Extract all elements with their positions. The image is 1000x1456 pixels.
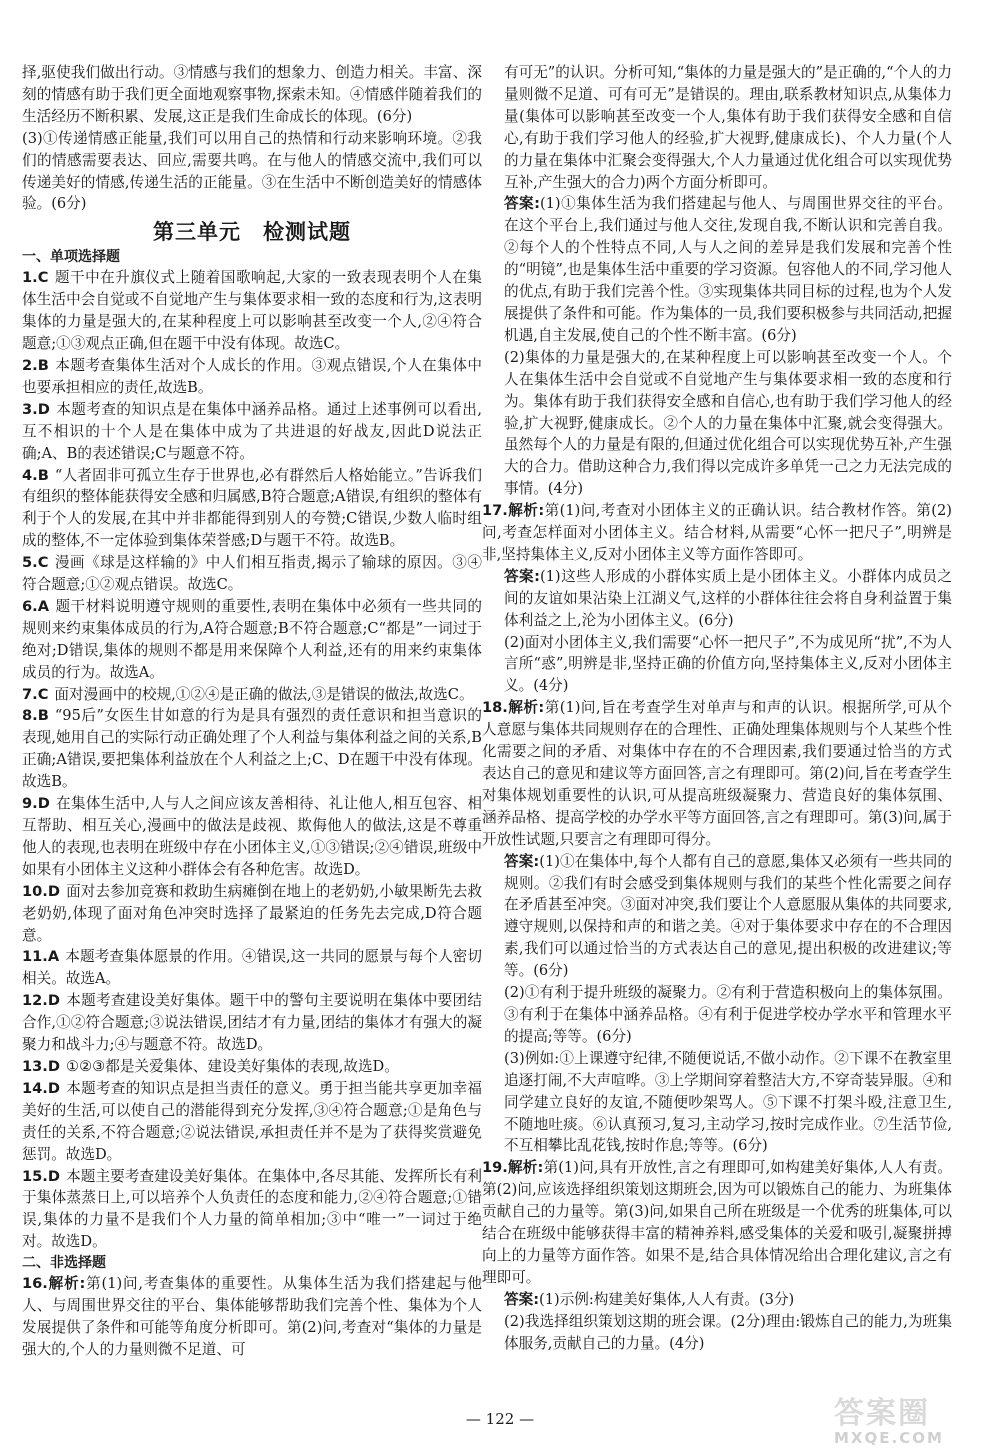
- item-answer-letter: D: [47, 1079, 60, 1097]
- item-number: 13.: [22, 1057, 48, 1075]
- item-answer-letter: B: [37, 707, 49, 725]
- item-answer-letter: C: [37, 269, 49, 287]
- choice-answer-item: [22, 705, 482, 793]
- q19-analysis-label: 解析:: [507, 1159, 544, 1177]
- item-answer-letter: D: [47, 1167, 60, 1185]
- q17-answer-label: 答案:: [504, 567, 540, 585]
- choice-answer-item: [22, 355, 482, 399]
- choice-answer-item: [22, 990, 482, 1056]
- q16-answer-2: (2)集体的力量是强大的,在某种程度上可以影响甚至改变一个人。个人在集体生活中会自觉或不自觉地产生与集体要求相一致的态度和行为。集体有助于我们获得安全感和自信心,也有助于我们学习他人的经验,扩大视野,健康成长。②个人的力量在集体中汇聚,就会变得强大。虽然每个人的力量是有限的,但通过优化组合可以实现优势互补,产生强大的合力。借助这种合力,我们得以完成许多单凭一己之力无法完成的事情。(4分): [504, 348, 952, 498]
- item-number: 12.: [22, 992, 48, 1010]
- item-explanation: 题干材料说明遵守规则的重要性,表明在集体中必须有一些共同的规则来约束集体成员的行为,A符合题意;B不符合题意;C“都是”一词过于绝对;D错误,集体的规则不都是用来保障个人利益,还有的用来约束集体成员的行为。故选A。: [22, 597, 482, 681]
- choice-answer-item: [22, 1056, 482, 1078]
- q18-number: 18.: [482, 699, 508, 717]
- section-heading-choice: 一、单项选择题: [22, 249, 120, 266]
- item-number: 14.: [22, 1079, 48, 1097]
- item-explanation: 本题主要考查建设美好集体。在集体中,各尽其能、发挥所长有利于集体蒸蒸日上,可以培养个人负责任的态度和能力,②④符合题意;①错误,集体的力量不是我们个人力量的简单相加;③中“唯一”一词过于绝对。故选D。: [22, 1167, 482, 1251]
- q18-analysis: [482, 697, 952, 850]
- item-number: 1.: [22, 269, 38, 287]
- item-answer-letter: A: [47, 948, 60, 966]
- item-explanation: 本题考查的知识点是在集体中涵养品格。通过上述事例可以看出,互不相识的十个人是在集体中成为了共进退的好战友,因此D说法正确;A、B的表述错误;C与题意不符。: [22, 400, 482, 462]
- choice-answer-item: [22, 946, 482, 990]
- item-number: 3.: [22, 400, 38, 418]
- choice-answer-item: [22, 596, 482, 684]
- item-answer-letter: B: [37, 466, 49, 484]
- item-number: 2.: [22, 356, 38, 374]
- item-answer-letter: C: [37, 685, 49, 703]
- q17-answer-1: [482, 566, 952, 632]
- q18-answer-3: (3)例如:①上课遵守纪律,不随便说话,不做小动作。②下课不在教室里追逐打闹,不大声喧哗。③上学期间穿着整洁大方,不穿奇装异服。④和同学建立良好的友谊,不随便吵架骂人。⑤下课不打架斗殴,注意卫生,不随地吐痰。⑥认真预习,复习,主动学习,按时完成作业。⑦生活节俭,不互相攀比乱花钱,按时作息;等等。(6分): [504, 1049, 952, 1155]
- item-explanation: 在集体生活中,人与人之间应该友善相待、礼让他人,相互包容、相互帮助、相互关心,漫画中的做法是歧视、欺侮他人的做法,这是不尊重他人的表现,也表明在班级中存在小团体主义,①③错误;②④错误,班级中如果有小团体主义这种小群体会有各种危害。故选D。: [22, 795, 482, 878]
- q19-answer-1: [482, 1289, 952, 1311]
- choice-answer-item: [22, 793, 482, 881]
- section-heading-nonchoice: 二、非选择题: [22, 1255, 106, 1272]
- item-number: 9.: [22, 795, 38, 813]
- left-column: [22, 62, 482, 1361]
- q17-answer-1-text: (1)这些人形成的小群体实质上是小团体主义。小群体内成员之间的友谊如果沾染上江湖义气,这样的小群体往往会将自身利益置于集体利益之上,沦为小团体主义。(6分): [504, 567, 952, 629]
- unit-title: 第三单元 检测试题: [153, 220, 351, 245]
- item-number: 7.: [22, 685, 38, 703]
- item-explanation: 本题考查集体愿景的作用。④错误,这一共同的愿景与每个人密切相关。故选A。: [22, 948, 482, 988]
- q16-answer-label: 答案:: [504, 195, 540, 213]
- item-explanation: 面对漫画中的校规,①②④是正确的做法,③是错误的做法,故选C。: [54, 685, 474, 703]
- q16-analysis: [22, 1273, 482, 1361]
- q19-answer-2: (2)我选择组织策划这期的班会课。(2分)理由:锻炼自己的能力,为班集体服务,贡献自己的力量。(4分): [504, 1312, 952, 1352]
- item-answer-letter: B: [37, 356, 49, 374]
- item-answer-letter: D: [37, 400, 50, 418]
- choice-answer-item: [22, 1078, 482, 1166]
- q16-analysis-continued: 有可无”的认识。分析可知,“集体的力量是强大的”是正确的,“个人的力量则微不足道、可有可无”是错误的。理由,联系教材知识点,从集体力量(集体可以影响甚至改变一个人,集体有助于我们获得安全感和自信心,有助于我们学习他人的经验,扩大视野,健康成长)、个人力量(个人的力量在集体中汇聚会变得强大,个人力量通过优化组合可以实现优势互补,产生强大的合力)两个方面分析即可。: [504, 64, 952, 191]
- item-explanation: 本题考查集体生活对个人成长的作用。③观点错误,个人在集体中也要承担相应的责任,故选B。: [22, 356, 482, 396]
- item-explanation: 本题考查建设美好集体。题干中的警句主要说明在集体中要团结合作,①②符合题意;③说法错误,团结才有力量,团结的集体才有强大的凝聚力和战斗力;④与题意不符。故选D。: [22, 992, 482, 1054]
- q17-answer-2: (2)面对小团体主义,我们需要“心怀一把尺子”,不为成见所“扰”,不为人言所“惑”,明辨是非,坚持正确的价值方向,坚持集体主义,反对小团体主义。(4分): [504, 633, 952, 695]
- choice-answer-list: [22, 267, 482, 1253]
- watermark-main-text: 答案圈: [834, 1396, 930, 1431]
- q19-answer-label: 答案:: [504, 1290, 540, 1308]
- item-answer-letter: D: [37, 795, 50, 813]
- q17-analysis-text: 第(1)问,考查对小团体主义的正确认识。结合教材作答。第(2)问,考查怎样面对小团体主义。结合材料,从需要“心怀一把尺子”,明辨是非,坚持集体主义,反对小团体主义等方面作答即可。: [482, 502, 952, 563]
- q16-answer-1: [482, 193, 952, 346]
- item-explanation: 漫画《球是这样输的》中人们相互指责,揭示了输球的原因。③④符合题意;①②观点错误。故选C。: [22, 554, 482, 594]
- item-answer-letter: D: [47, 1057, 60, 1075]
- choice-answer-item: [22, 552, 482, 596]
- carryover-paragraph-2: (3)①传递情感正能量,我们可以用自己的热情和行动来影响环境。②我们的情感需要表达、回应,需要共鸣。在与他人的情感交流中,我们可以传递美好的情感,传递生活的正能量。③在生活中不断创造美好的情感体验。(6分): [22, 129, 482, 213]
- q16-number: 16.: [22, 1275, 48, 1293]
- q16-answer-1-text: (1)①集体生活为我们搭建起与他人、与周围世界交往的平台。在这个平台上,我们通过与他人交往,发现自我,不断认识和完善自我。②每个人的个性特点不同,人与人之间的差异是我们发展和完善个性的“明镜”,也是集体生活中重要的学习资源。包容他人的不同,学习他人的优点,有助于我们完善个性。③实现集体共同目标的过程,也为个人发展提供了条件和可能。作为集体的一员,我们要积极参与共同活动,把握机遇,自主发展,使自己的个性不断丰富。(6分): [504, 195, 952, 344]
- q17-number: 17.: [482, 502, 508, 520]
- watermark-domain-text: MXQE.COM: [834, 1429, 944, 1447]
- q16-analysis-text: 第(1)问,考查集体的重要性。从集体生活为我们搭建起与他人、与周围世界交往的平台、集体能够帮助我们完善个性、集体为个人发展提供了条件和可能等角度分析即可。第(2)问,考查对“集体的力量是强大的,个人的力量则微不足道、可: [22, 1275, 482, 1358]
- carryover-paragraph-1: 择,驱使我们做出行动。③情感与我们的想象力、创造力相关。丰富、深刻的情感有助于我们更全面地观察事物,探索未知。④情感伴随着我们的生活经历不断积累、发展,这正是我们生命成长的体现。(6分): [22, 64, 482, 125]
- q18-analysis-text: 第(1)问,旨在考查学生对单声与和声的认识。根据所学,可从个人意愿与集体共同规则存在的合理性、正确处理集体规则与个人某些个性化需要之间的矛盾、对集体中存在的不合理因素,我们要通过恰当的方式表达自己的意见和建议等方面回答,言之有理即可。第(2)问,旨在考查学生对集体规划重要性的认识,可从提高班级凝聚力、营造良好的集体氛围、涵养品格、提高学校的办学水平等方面回答,言之有理即可。第(3)问,属于开放性试题,只要言之有理即可得分。: [482, 699, 953, 848]
- q19-analysis: [482, 1157, 952, 1288]
- page-number: — 122 —: [465, 1410, 535, 1428]
- choice-answer-item: [22, 881, 482, 947]
- right-column: [482, 62, 952, 1354]
- q17-analysis-label: 解析:: [507, 502, 545, 520]
- choice-answer-item: [22, 684, 482, 706]
- q18-analysis-label: 解析:: [507, 699, 545, 717]
- item-explanation: 面对去参加竞赛和救助生病瘫倒在地上的老奶奶,小敏果断先去救老奶奶,体现了面对角色冲突时选择了最紧迫的任务先去完成,D符合题意。: [22, 882, 482, 944]
- item-answer-letter: A: [37, 597, 49, 615]
- item-answer-letter: C: [37, 554, 49, 572]
- choice-answer-item: [22, 267, 482, 355]
- item-number: 5.: [22, 554, 38, 572]
- item-answer-letter: D: [47, 882, 60, 900]
- q18-answer-1: [482, 851, 952, 982]
- item-explanation: ①②③都是关爱集体、建设美好集体的表现,故选D。: [65, 1057, 399, 1075]
- item-answer-letter: D: [47, 992, 60, 1010]
- choice-answer-item: [22, 1166, 482, 1254]
- item-number: 15.: [22, 1167, 48, 1185]
- item-number: 8.: [22, 707, 38, 725]
- item-explanation: “95后”女医生甘如意的行为是具有强烈的责任意识和担当意识的表现,她用自己的实际行动正确处理了个人利益与集体利益之间的关系,B正确;A错误,要把集体利益放在个人利益之上;C、D在题干中没有体现。故选B。: [22, 707, 482, 791]
- q18-answer-2: (2)①有利于提升班级的凝聚力。②有利于营造积极向上的集体氛围。③有利于在集体中涵养品格。④有利于促进学校办学水平和管理水平的提高;等等。(6分): [504, 984, 952, 1045]
- q19-answer-1-text: (1)示例:构建美好集体,人人有责。(3分): [539, 1290, 795, 1308]
- item-number: 10.: [22, 882, 48, 900]
- q17-analysis: [482, 500, 952, 566]
- q16-analysis-label: 解析:: [47, 1275, 86, 1293]
- q18-answer-1-text: (1)①在集体中,每个人都有自己的意愿,集体又必须有一些共同的规则。②我们有时会感受到集体规则与我们的某些个性化需要之间存在矛盾甚至冲突。③面对冲突,我们要让个人意愿服从集体的共同要求,遵守规则,以保持和声的和谐之美。④对于集体要求中存在的不合理因素,我们可以通过恰当的方式表达自己的意见,提出积极的改进建议;等等。(6分): [504, 852, 952, 980]
- item-number: 6.: [22, 597, 38, 615]
- item-number: 11.: [22, 948, 48, 966]
- choice-answer-item: [22, 465, 482, 553]
- item-explanation: 题干中在升旗仪式上随着国歌响起,大家的一致表现表明个人在集体生活中会自觉或不自觉地产生与集体要求相一致的态度和行为,这表明集体的力量是强大的,在某种程度上可以影响甚至改变一个人,②④符合题意;①③观点正确,但在题干中没有体现。故选C。: [22, 269, 482, 353]
- item-number: 4.: [22, 466, 38, 484]
- item-explanation: “人者固非可孤立生存于世界也,必有群然后人格始能立。”告诉我们有组织的整体能获得安全感和归属感,B符合题意;A错误,有组织的整体有利于个人的发展,在其中并非都能得到别人的夸赞;C错误,少数人临时组成的整体,不一定体验到集体荣誉感;D与题干不符。故选B。: [22, 466, 482, 550]
- item-explanation: 本题考查的知识点是担当责任的意义。勇于担当能共享更加幸福美好的生活,可以使自己的潜能得到充分发挥,③④符合题意;①是角色与责任的关系,不符合题意;②说法错误,承担责任并不是为了获得奖赏避免惩罚。故选D。: [22, 1079, 482, 1163]
- watermark-logo: [834, 1398, 984, 1450]
- choice-answer-item: [22, 399, 482, 465]
- q19-analysis-text: 第(1)问,具有开放性,言之有理即可,如构建美好集体,人人有责。第(2)问,应该选择组织策划这期班会,因为可以锻炼自己的能力、为班集体贡献自己的力量等。第(3)问,如果自己所在班级是一个优秀的班集体,可以结合在班级中能够获得丰富的精神养料,感受集体的关爱和吸引,凝聚拼搏向上的力量等方面作答。如果不是,结合具体情况给出合理化建议,言之有理即可。: [482, 1159, 952, 1286]
- q18-answer-label: 答案:: [504, 852, 540, 870]
- q19-number: 19.: [482, 1159, 508, 1177]
